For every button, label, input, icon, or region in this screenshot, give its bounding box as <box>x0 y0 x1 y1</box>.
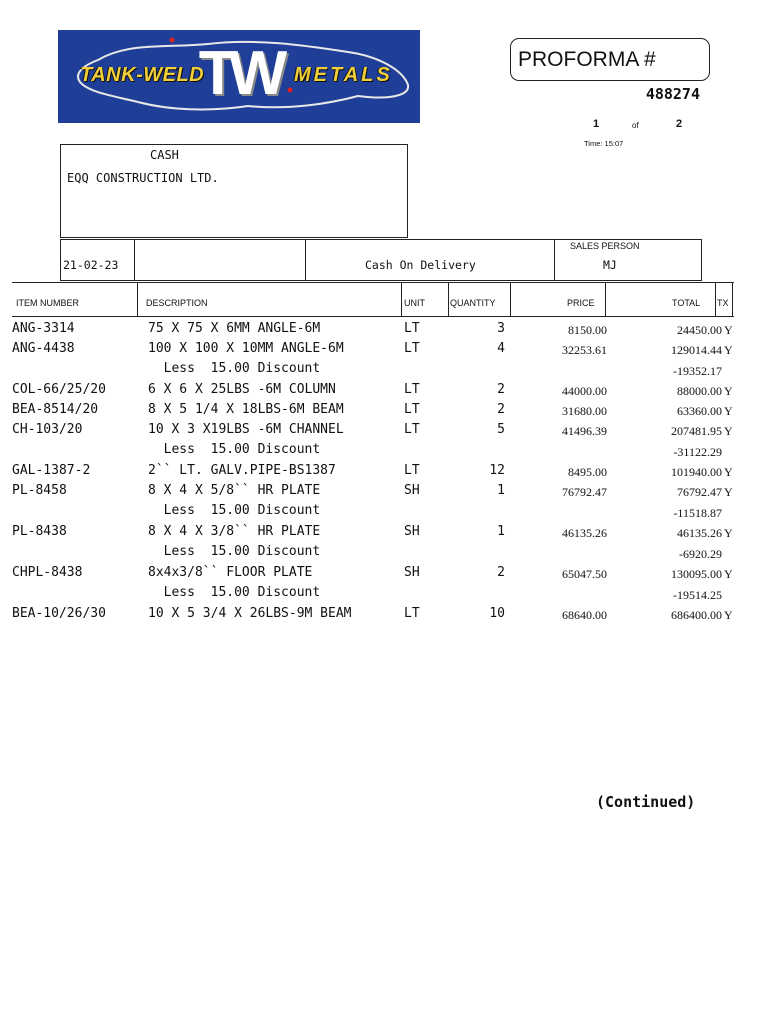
logo-monogram: TW <box>198 39 280 108</box>
cell-item: COL-66/25/20 <box>12 382 106 397</box>
cell-qty: 2 <box>497 382 505 397</box>
sales-person-value: MJ <box>603 258 617 272</box>
customer-box <box>60 144 408 238</box>
cell-price: 68640.00 <box>562 608 607 622</box>
header-divider <box>732 283 733 316</box>
cell-price: 46135.26 <box>562 526 607 540</box>
payment-terms: Cash On Delivery <box>365 258 476 272</box>
cell-tax: Y <box>724 384 733 398</box>
cell-total: 101940.00 <box>671 465 722 479</box>
customer-name: EQQ CONSTRUCTION LTD. <box>67 171 219 185</box>
cell-item: ANG-4438 <box>12 341 75 356</box>
cell-item: CH-103/20 <box>12 422 83 437</box>
cell-qty: 5 <box>497 422 505 437</box>
cell-description: 8 X 4 X 3/8`` HR PLATE <box>148 524 321 539</box>
header-divider <box>401 283 402 316</box>
cell-item: PL-8458 <box>12 483 67 498</box>
cell-tax: Y <box>724 567 733 581</box>
cell-unit: LT <box>404 382 420 397</box>
header-divider <box>448 283 449 316</box>
cell-qty: 3 <box>497 321 505 336</box>
cell-total: 130095.00 <box>671 567 722 581</box>
cell-tax: Y <box>724 608 733 622</box>
cell-description: Less 15.00 Discount <box>148 361 321 376</box>
header-divider <box>510 283 511 316</box>
info-divider <box>134 240 135 280</box>
cell-unit: LT <box>404 606 420 621</box>
header-divider <box>137 283 138 316</box>
company-logo <box>58 30 420 123</box>
cell-tax: Y <box>724 465 733 479</box>
cell-qty: 12 <box>489 463 505 478</box>
cell-price: 8495.00 <box>568 465 607 479</box>
proforma-title: PROFORMA # <box>518 48 656 71</box>
cell-unit: LT <box>404 463 420 478</box>
cell-description: Less 15.00 Discount <box>148 544 321 559</box>
header-unit: UNIT <box>404 298 425 308</box>
cell-item: CHPL-8438 <box>12 565 83 580</box>
cell-unit: LT <box>404 341 420 356</box>
header-item-number: ITEM NUMBER <box>16 298 79 308</box>
cell-description: 8x4x3/8`` FLOOR PLATE <box>148 565 313 580</box>
cell-unit: LT <box>404 422 420 437</box>
cell-unit: LT <box>404 321 420 336</box>
cell-item: GAL-1387-2 <box>12 463 91 478</box>
cell-total: 76792.47 <box>677 485 722 499</box>
table-header <box>12 282 734 317</box>
sales-person-label: SALES PERSON <box>570 241 640 251</box>
cell-total: -31122.29 <box>673 445 722 459</box>
header-divider <box>605 283 606 316</box>
cell-price: 41496.39 <box>562 424 607 438</box>
cell-qty: 2 <box>497 565 505 580</box>
cell-description: Less 15.00 Discount <box>148 585 321 600</box>
cell-price: 8150.00 <box>568 323 607 337</box>
logo-text-left: TANK-WELD <box>80 64 205 86</box>
header-total: TOTAL <box>672 298 701 308</box>
cell-item: PL-8438 <box>12 524 67 539</box>
cell-description: 75 X 75 X 6MM ANGLE-6M <box>148 321 321 336</box>
cell-price: 31680.00 <box>562 404 607 418</box>
cell-price: 32253.61 <box>562 343 607 357</box>
cell-qty: 2 <box>497 402 505 417</box>
header-tax: TX <box>717 298 729 308</box>
print-time: Time: 15:07 <box>584 139 624 148</box>
cell-total: 63360.00 <box>677 404 722 418</box>
customer-type: CASH <box>150 148 179 162</box>
cell-total: 207481.95 <box>671 424 722 438</box>
cell-description: 10 X 3 X19LBS -6M CHANNEL <box>148 422 344 437</box>
cell-description: 100 X 100 X 10MM ANGLE-6M <box>148 341 344 356</box>
cell-price: 65047.50 <box>562 567 607 581</box>
cell-total: -19514.25 <box>673 588 722 602</box>
page-total: 2 <box>676 118 683 130</box>
info-divider <box>305 240 306 280</box>
cell-description: 8 X 5 1/4 X 18LBS-6M BEAM <box>148 402 344 417</box>
cell-qty: 1 <box>497 483 505 498</box>
page-of-label: of <box>632 121 639 130</box>
cell-tax: Y <box>724 343 733 357</box>
cell-tax: Y <box>724 424 733 438</box>
cell-qty: 1 <box>497 524 505 539</box>
cell-price: 76792.47 <box>562 485 607 499</box>
cell-unit: SH <box>404 524 420 539</box>
cell-description: Less 15.00 Discount <box>148 442 321 457</box>
cell-qty: 10 <box>489 606 505 621</box>
cell-qty: 4 <box>497 341 505 356</box>
cell-item: BEA-8514/20 <box>12 402 99 417</box>
header-quantity: QUANTITY <box>450 298 496 308</box>
cell-total: 46135.26 <box>677 526 722 540</box>
cell-total: -11518.87 <box>673 506 722 520</box>
cell-tax: Y <box>724 526 733 540</box>
cell-tax: Y <box>724 485 733 499</box>
cell-unit: LT <box>404 402 420 417</box>
info-divider <box>554 240 555 280</box>
header-description: DESCRIPTION <box>146 298 208 308</box>
cell-description: 10 X 5 3/4 X 26LBS-9M BEAM <box>148 606 352 621</box>
cell-unit: SH <box>404 483 420 498</box>
invoice-date: 21-02-23 <box>63 258 119 272</box>
cell-description: Less 15.00 Discount <box>148 503 321 518</box>
cell-description: 8 X 4 X 5/8`` HR PLATE <box>148 483 321 498</box>
cell-price: 44000.00 <box>562 384 607 398</box>
cell-description: 2`` LT. GALV.PIPE-BS1387 <box>148 463 336 478</box>
cell-total: 686400.00 <box>671 608 722 622</box>
continued-label: (Continued) <box>596 793 696 811</box>
cell-unit: SH <box>404 565 420 580</box>
cell-tax: Y <box>724 323 733 337</box>
header-price: PRICE <box>567 298 595 308</box>
cell-description: 6 X 6 X 25LBS -6M COLUMN <box>148 382 336 397</box>
cell-total: -19352.17 <box>673 364 722 378</box>
proforma-number: 488274 <box>645 85 700 103</box>
page-current: 1 <box>593 118 600 130</box>
cell-total: -6920.29 <box>679 547 722 561</box>
cell-item: ANG-3314 <box>12 321 75 336</box>
logo-text-right: METALS <box>294 64 393 86</box>
cell-total: 129014.44 <box>671 343 722 357</box>
cell-tax: Y <box>724 404 733 418</box>
cell-item: BEA-10/26/30 <box>12 606 106 621</box>
cell-total: 24450.00 <box>677 323 722 337</box>
header-divider <box>715 283 716 316</box>
cell-total: 88000.00 <box>677 384 722 398</box>
